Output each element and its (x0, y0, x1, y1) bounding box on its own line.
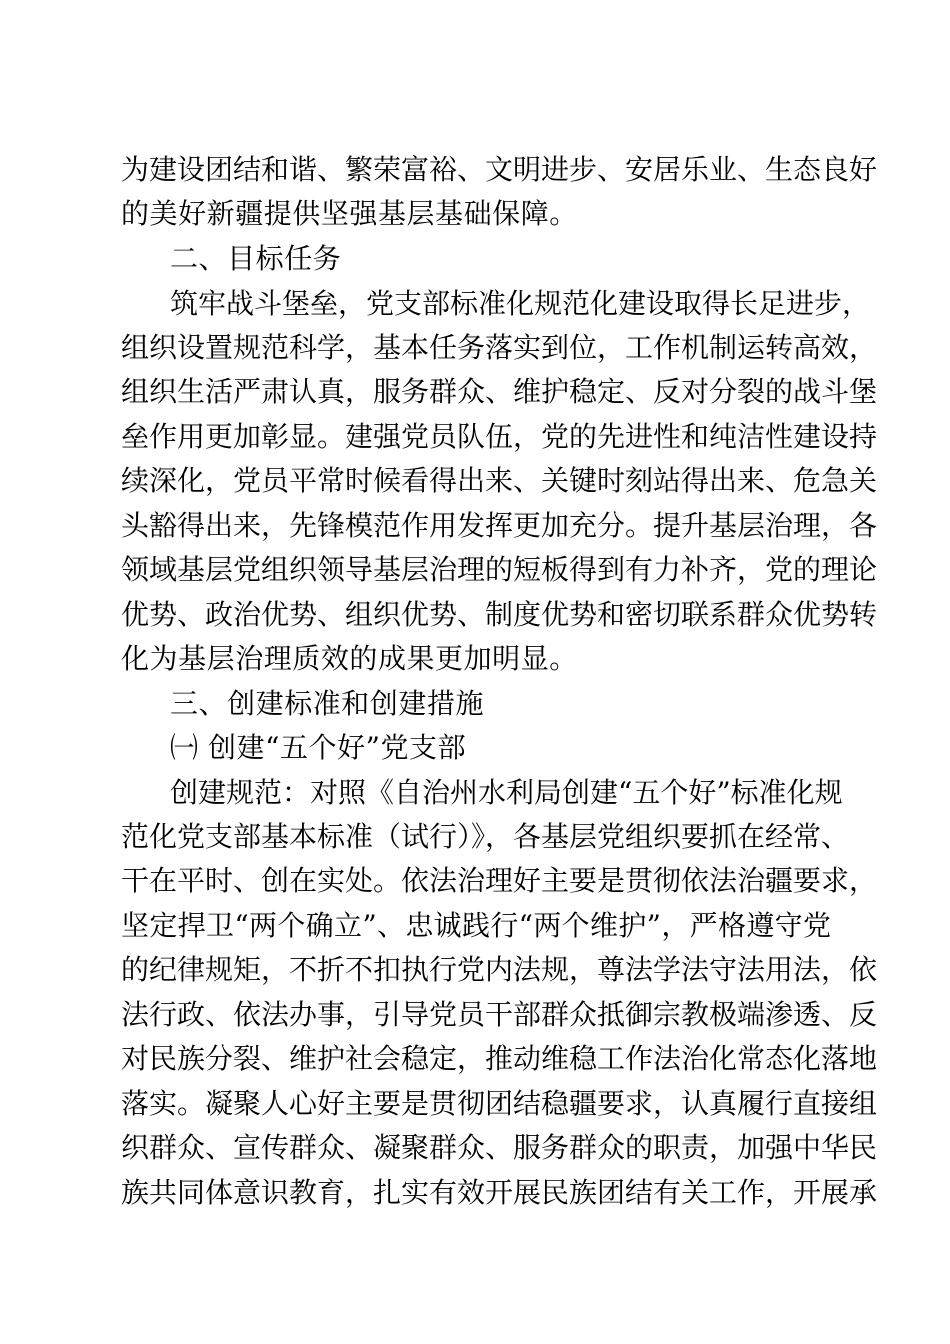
body-text-line: 范化党支部基本标准（试行）》，各基层党组织要抓在经常、 (121, 820, 850, 853)
body-text-line: 对民族分裂、维护社会稳定，推动维稳工作法治化常态化落地 (121, 1042, 878, 1075)
body-text-line: 组织生活严肃认真，服务群众、维护稳定、反对分裂的战斗堡 (121, 375, 878, 408)
subsection-heading: ㈠ 创建“五个好”党支部 (170, 731, 467, 764)
body-text-line: 坚定捍卫“两个确立”、忠诚践行“两个维护”，严格遵守党 (121, 909, 831, 942)
section-heading: 三、创建标准和创建措施 (170, 687, 485, 720)
body-text-line: 族共同体意识教育，扎实有效开展民族团结有关工作，开展承 (121, 1176, 878, 1209)
body-text-line: 落实。凝聚人心好主要是贯彻团结稳疆要求，认真履行直接组 (121, 1087, 878, 1120)
body-text-line: 的纪律规矩，不折不扣执行党内法规，尊法学法守法用法，依 (121, 953, 878, 986)
body-text-line: 优势、政治优势、组织优势、制度优势和密切联系群众优势转 (121, 598, 878, 631)
body-text-line: 织群众、宣传群众、凝聚群众、服务群众的职责，加强中华民 (121, 1131, 878, 1164)
body-text-line: 垒作用更加彰显。建强党员队伍，党的先进性和纯洁性建设持 (121, 420, 878, 453)
body-text-line: 头豁得出来，先锋模范作用发挥更加充分。提升基层治理，各 (121, 509, 878, 542)
section-heading: 二、目标任务 (170, 242, 342, 275)
body-text-line: 的美好新疆提供坚强基层基础保障。 (121, 197, 578, 230)
body-text-line: 为建设团结和谐、繁荣富裕、文明进步、安居乐业、生态良好 (121, 153, 878, 186)
body-text-line: 化为基层治理质效的成果更加明显。 (121, 642, 578, 675)
body-text-line: 法行政、依法办事，引导党员干部群众抵御宗教极端渗透、反 (121, 998, 878, 1031)
body-text-line: 组织设置规范科学，基本任务落实到位，工作机制运转高效， (121, 331, 878, 364)
body-text-line: 筑牢战斗堡垒，党支部标准化规范化建设取得长足进步， (170, 287, 871, 320)
body-text-line: 创建规范：对照《自治州水利局创建“五个好”标准化规 (170, 776, 843, 809)
body-text-line: 续深化，党员平常时候看得出来、关键时刻站得出来、危急关 (121, 464, 878, 497)
body-text-line: 领域基层党组织领导基层治理的短板得到有力补齐，党的理论 (121, 553, 878, 586)
body-text-line: 干在平时、创在实处。依法治理好主要是贯彻依法治疆要求， (121, 864, 878, 897)
